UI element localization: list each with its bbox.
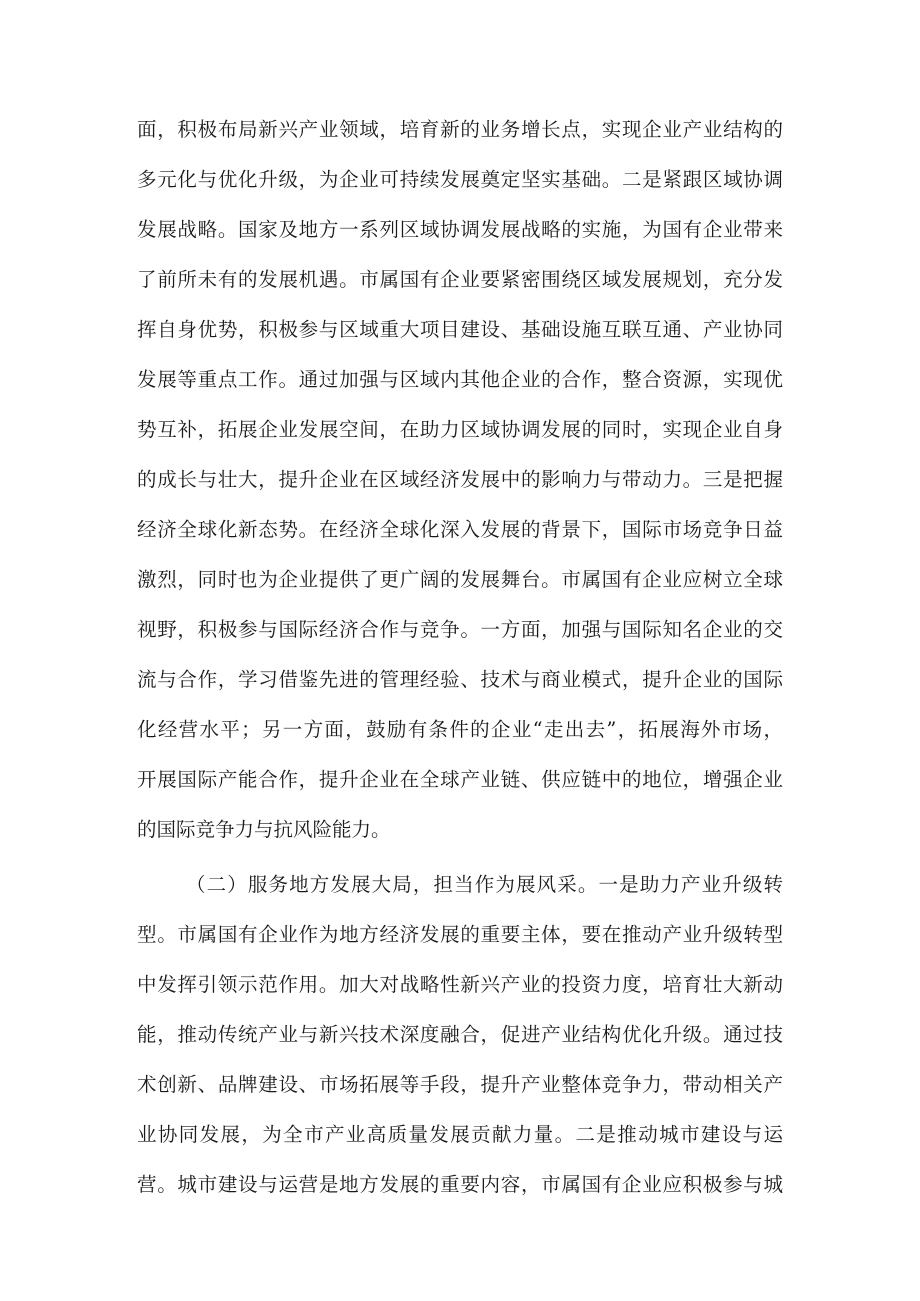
text-line: 激烈，同时也为企业提供了更广阔的发展舞台。市属国有企业应树立全球	[137, 568, 783, 591]
text-line: 了前所未有的发展机遇。市属国有企业要紧密围绕区域发展规划，充分发	[137, 268, 783, 291]
text-line: 的国际竞争力与抗风险能力。	[137, 818, 391, 841]
text-line: 经济全球化新态势。在经济全球化深入发展的背景下，国际市场竞争日益	[137, 518, 783, 541]
text-line: 中发挥引领示范作用。加大对战略性新兴产业的投资力度，培育壮大新动	[137, 973, 783, 996]
text-line: 流与合作，学习借鉴先进的管理经验、技术与商业模式，提升企业的国际	[137, 668, 783, 691]
text-line: 势互补，拓展企业发展空间，在助力区域协调发展的同时，实现企业自身	[137, 418, 783, 441]
text-line: 发展战略。国家及地方一系列区域协调发展战略的实施，为国有企业带来	[137, 218, 783, 241]
text-line: 挥自身优势，积极参与区域重大项目建设、基础设施互联互通、产业协同	[137, 318, 783, 341]
text-line: 营。城市建设与运营是地方发展的重要内容，市属国有企业应积极参与城	[137, 1173, 783, 1196]
text-line: 术创新、品牌建设、市场拓展等手段，提升产业整体竞争力，带动相关产	[137, 1073, 783, 1096]
text-line: 型。市属国有企业作为地方经济发展的重要主体，要在推动产业升级转型	[137, 923, 783, 946]
text-line: 的成长与壮大，提升企业在区域经济发展中的影响力与带动力。三是把握	[137, 468, 783, 491]
text-line: 能，推动传统产业与新兴技术深度融合，促进产业结构优化升级。通过技	[137, 1023, 783, 1046]
text-line: 多元化与优化升级，为企业可持续发展奠定坚实基础。二是紧跟区域协调	[137, 168, 783, 191]
text-line: 业协同发展，为全市产业高质量发展贡献力量。二是推动城市建设与运	[137, 1123, 783, 1146]
text-line: 开展国际产能合作，提升企业在全球产业链、供应链中的地位，增强企业	[137, 768, 783, 791]
text-line: 发展等重点工作。通过加强与区域内其他企业的合作，整合资源，实现优	[137, 368, 783, 391]
text-line: 面，积极布局新兴产业领域，培育新的业务增长点，实现企业产业结构的	[137, 118, 783, 141]
text-line: 视野，积极参与国际经济合作与竞争。一方面，加强与国际知名企业的交	[137, 618, 783, 641]
section-heading-line: （二）服务地方发展大局，担当作为展风采。一是助力产业升级转	[186, 873, 783, 896]
text-line: 化经营水平；另一方面，鼓励有条件的企业“走出去”，拓展海外市场，	[137, 718, 783, 741]
